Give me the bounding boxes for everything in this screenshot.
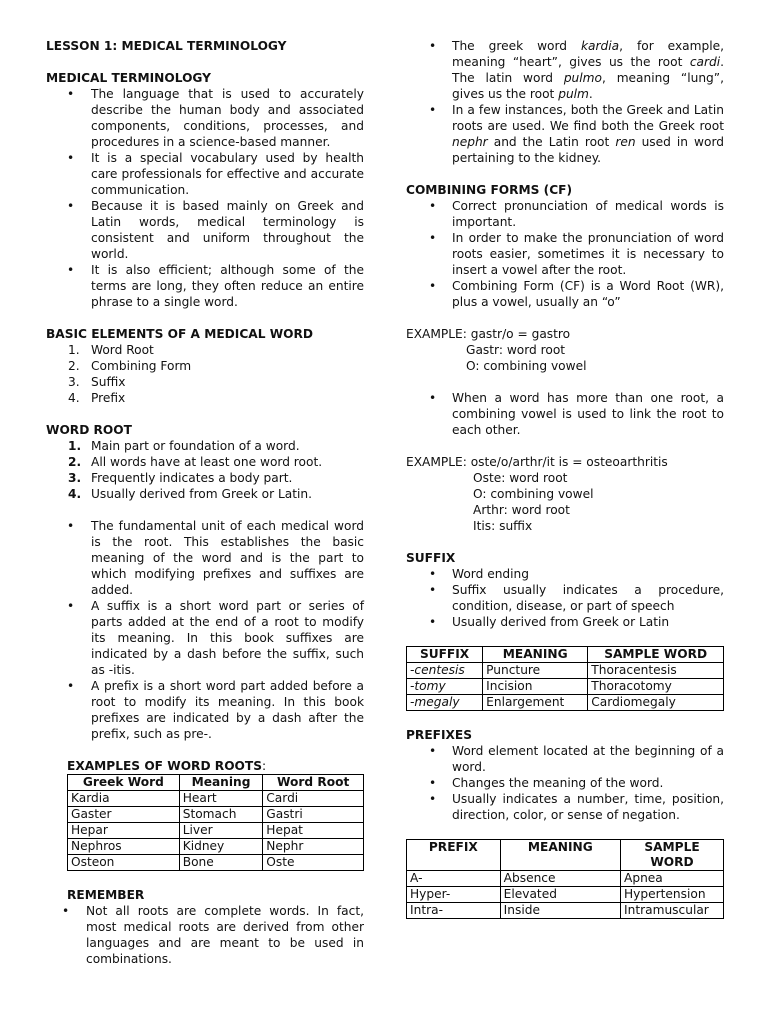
word-root-notes [46,518,364,742]
list-text: All words have at least one word root. [91,455,323,469]
table-cell: Heart [179,791,263,807]
list-item: • Usually derived from Greek or Latin [406,614,724,630]
table-cell: Enlargement [483,695,588,711]
table-cell: Nephr [263,839,364,855]
list-item: • The language that is used to accurately describe the human body and associated components, conditions, processes, and procedures in a science-based manner. [46,86,364,150]
medical-terminology-heading: MEDICAL TERMINOLOGY [46,71,211,85]
table-header: Word Root [263,775,364,791]
list-item [406,38,724,102]
prefixes-heading: PREFIXES [406,728,473,742]
combining-vowel-list [406,390,724,438]
text: used in word pertaining to the kidney. [452,135,724,165]
list-text: Usually derived from Greek or Latin. [91,487,312,501]
table-cell: Stomach [179,807,263,823]
term: ren [615,135,636,149]
example-line: Gastr: word root [466,343,566,357]
list-item: • When a word has more than one root, a combining vowel is used to link the root to each other. [406,390,724,438]
list-item [46,454,364,470]
suffix-term: -megaly [410,695,460,709]
table-row [68,855,364,871]
table-row [407,679,724,695]
table-row [68,839,364,855]
table-header: MEANING [483,647,588,663]
table-cell: Kardia [68,791,180,807]
table-cell: Hyper- [407,887,501,903]
suffix-term: -tomy [410,679,446,693]
suffix-heading: SUFFIX [406,551,456,565]
table-header: Greek Word [68,775,180,791]
list-item: • Because it is based mainly on Greek and Latin words, medical terminology is consistent and uniform throughout the world. [46,198,364,262]
text: The greek word [452,39,581,53]
table-cell: Thoracentesis [588,663,724,679]
text: . The latin word [452,55,724,85]
list-item [46,342,364,358]
example-line: Arthr: word root [473,503,570,517]
roots-origin-list [406,38,724,166]
list-item: • It is a special vocabulary used by health care professionals for effective and accurate communication. [46,150,364,198]
table-cell: A- [407,871,501,887]
left-column [46,38,364,967]
table-cell: Hepat [263,823,364,839]
list-item: • The fundamental unit of each medical word is the root. This establishes the basic meaning of the word and is the part to which modifying prefixes and suffixes are added. [46,518,364,598]
table-cell: Hepar [68,823,180,839]
table-cell: Puncture [483,663,588,679]
example-line: EXAMPLE: gastr/o = gastro [406,327,571,341]
caption-text: EXAMPLES OF WORD ROOTS [67,759,262,773]
word-root-heading: WORD ROOT [46,423,132,437]
list-number: 2. [68,455,82,469]
list-text: Prefix [91,391,126,405]
term: cardi [689,55,721,69]
table-header: SAMPLE WORD [621,840,724,871]
table-header: SUFFIX [407,647,483,663]
list-item: • Usually indicates a number, time, position, direction, color, or sense of negation. [406,791,724,823]
example-line: Oste: word root [473,471,568,485]
table-cell [407,679,483,695]
list-number: 1. [68,343,80,357]
list-number: 1. [68,439,82,453]
table-cell: Absence [500,871,620,887]
example-osteoarthritis [406,454,724,534]
table-cell: Elevated [500,887,620,903]
table-row [407,903,724,919]
list-item [46,358,364,374]
table-header: SAMPLE WORD [588,647,724,663]
term: nephr [452,135,488,149]
table-header-row [407,840,724,871]
suffix-table [406,646,724,711]
table-cell: Hypertension [621,887,724,903]
table-row [407,871,724,887]
list-item [46,438,364,454]
table-cell: Nephros [68,839,180,855]
table-cell [407,695,483,711]
term: pulm [558,87,589,101]
text: and the Latin root [487,135,616,149]
list-item: • It is also efficient; although some of the terms are long, they often reduce an entire phrase to a single word. [46,262,364,310]
remember-list [46,903,364,967]
table-row [407,663,724,679]
combining-forms-list [406,198,724,310]
list-number: 3. [68,471,82,485]
text: . [588,87,593,101]
text: , meaning “lung”, gives us the root [452,71,724,101]
table-cell: Gaster [68,807,180,823]
list-text: Main part or foundation of a word. [91,439,300,453]
list-text: Combining Form [91,359,192,373]
list-item: • Word ending [406,566,724,582]
list-item [46,486,364,502]
table-row [68,823,364,839]
table-cell: Cardi [263,791,364,807]
list-item: • Not all roots are complete words. In fact, most medical roots are derived from other languages and are meant to be used in combinations. [46,903,364,967]
list-item: • Correct pronunciation of medical words is important. [406,198,724,230]
text: , for example, meaning “heart”, gives us the root [452,39,724,69]
list-text: Frequently indicates a body part. [91,471,293,485]
table-cell: Liver [179,823,263,839]
list-number: 2. [68,359,80,373]
table-cell: Thoracotomy [588,679,724,695]
table-cell: Apnea [621,871,724,887]
prefix-table [406,839,724,919]
list-item: • Word element located at the beginning of a word. [406,743,724,775]
example-line: O: combining vowel [466,359,587,373]
list-number: 4. [68,391,80,405]
combining-forms-heading: COMBINING FORMS (CF) [406,183,573,197]
table-cell: Osteon [68,855,180,871]
table-row [407,695,724,711]
list-item: • Combining Form (CF) is a Word Root (WR), plus a vowel, usually an “o” [406,278,724,310]
list-item: • A prefix is a short word part added before a root to modify its meaning. In this book prefixes are indicated by a dash after the prefix, such as pre-. [46,678,364,742]
table-header: PREFIX [407,840,501,871]
example-line: Itis: suffix [473,519,533,533]
table-cell: Bone [179,855,263,871]
term: kardia [581,39,620,53]
list-item [46,390,364,406]
prefixes-list [406,743,724,823]
table-header: Meaning [179,775,263,791]
term: pulmo [563,71,602,85]
list-text: Word Root [91,343,154,357]
list-item [406,102,724,166]
list-item: • Suffix usually indicates a procedure, condition, disease, or part of speech [406,582,724,614]
example-gastro [406,326,724,374]
table-cell: Gastri [263,807,364,823]
table-row [68,807,364,823]
table-cell: Cardiomegaly [588,695,724,711]
list-item [46,374,364,390]
basic-elements-heading: BASIC ELEMENTS OF A MEDICAL WORD [46,327,314,341]
list-item: • In order to make the pronunciation of word roots easier, sometimes it is necessary to insert a vowel after the root. [406,230,724,278]
table-header: MEANING [500,840,620,871]
word-root-list [46,438,364,502]
caption-colon: : [262,759,267,773]
table-row [68,791,364,807]
table-cell: Incision [483,679,588,695]
table-cell: Inside [500,903,620,919]
table-header-row [407,647,724,663]
table-header-row [68,775,364,791]
remember-heading: REMEMBER [67,888,145,902]
list-text: Suffix [91,375,126,389]
lesson-title: LESSON 1: MEDICAL TERMINOLOGY [46,39,287,53]
roots-table-caption [46,758,364,774]
word-roots-table [67,774,364,871]
table-cell: Intra- [407,903,501,919]
table-cell: Intramuscular [621,903,724,919]
suffix-list [406,566,724,630]
example-line: EXAMPLE: oste/o/arthr/it is = osteoarthritis [406,455,668,469]
list-item: • Changes the meaning of the word. [406,775,724,791]
list-number: 3. [68,375,80,389]
suffix-term: -centesis [410,663,465,677]
text: In a few instances, both the Greek and Latin roots are used. We find both the Greek root [452,103,724,133]
list-number: 4. [68,487,82,501]
medical-terminology-list [46,86,364,310]
list-item: • A suffix is a short word part or series of parts added at the end of a root to modify its meaning. In this book suffixes are indicated by a dash before the suffix, such as -itis. [46,598,364,678]
basic-elements-list [46,342,364,406]
list-item [46,470,364,486]
right-column [406,38,724,919]
table-row [407,887,724,903]
example-line: O: combining vowel [473,487,594,501]
table-cell: Kidney [179,839,263,855]
table-cell: Oste [263,855,364,871]
table-cell [407,663,483,679]
